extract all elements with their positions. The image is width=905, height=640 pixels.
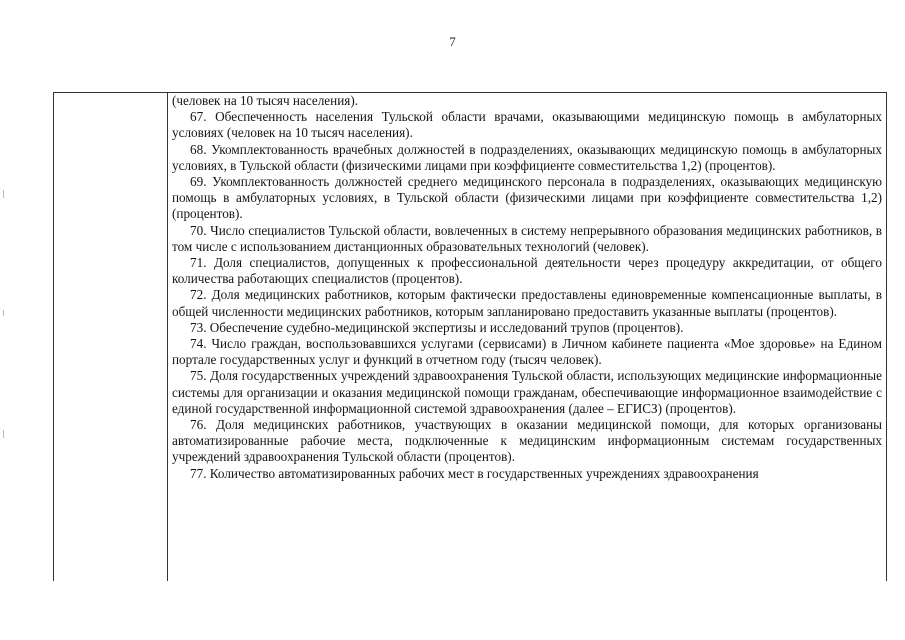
list-item — [172, 336, 882, 368]
item-list — [172, 109, 882, 482]
list-item-text: 77. Количество автоматизированных рабочих мест в государственных учреждениях здравоохранения — [190, 465, 759, 481]
scan-edge-mark — [3, 310, 4, 316]
list-item — [172, 255, 882, 287]
list-item — [172, 109, 882, 141]
document-table — [53, 92, 887, 581]
list-item — [172, 368, 882, 417]
list-item — [172, 287, 882, 319]
page-number: 7 — [449, 34, 456, 49]
list-item-text: 71. Доля специалистов, допущенных к профессиональной деятельности через процедуру аккредитации, от общего количества работающих специалистов (процентов). — [172, 255, 882, 287]
column-divider — [167, 93, 168, 581]
list-item — [172, 223, 882, 255]
list-item-text: 76. Доля медицинских работников, участвующих в оказании медицинской помощи, для которых организованы автоматизированные рабочие места, подключенные к медицинским информационным системам государственных учреждений здравоохранения Тульской области (процентов). — [172, 417, 882, 465]
list-item-text: 74. Число граждан, воспользовавшихся услугами (сервисами) в Личном кабинете пациента «Мое здоровье» на Едином портале государственных услуг и функций в отчетном году (тысяч человек). — [172, 336, 882, 368]
list-item-text: 70. Число специалистов Тульской области, вовлеченных в систему непрерывного образования медицинских работников, в том числе с использованием дистанционных образовательных технологий (человек). — [172, 222, 882, 254]
list-item — [172, 174, 882, 223]
list-item-text: 68. Укомплектованность врачебных должностей в подразделениях, оказывающих медицинскую помощь в амбулаторных условиях, в Тульской области (физическими лицами при коэффициенте совместительства 1,2) (процентов). — [172, 141, 882, 173]
scan-edge-mark — [3, 430, 4, 438]
continuation-text: (человек на 10 тысяч населения). — [172, 93, 359, 108]
list-item-text: 72. Доля медицинских работников, которым фактически предоставлены единовременные компенсационные выплаты, в общей численности медицинских работников, которым запланировано предоставить указанные выплаты (процентов). — [172, 287, 882, 319]
list-item-text: 67. Обеспеченность населения Тульской области врачами, оказывающими медицинскую помощь в амбулаторных условиях (человек на 10 тысяч населения). — [172, 109, 882, 141]
list-item — [172, 417, 882, 466]
list-item — [172, 142, 882, 174]
scan-edge-mark — [3, 190, 4, 198]
table-text-cell — [172, 93, 882, 482]
list-item-text: 75. Доля государственных учреждений здравоохранения Тульской области, использующих медицинские информационные системы для организации и оказания медицинской помощи гражданам, обеспечивающие информационное взаимодействие с единой государственной информационной системой здравоохранения (далее – ЕГИСЗ) (процентов). — [172, 368, 882, 416]
list-item-text: 69. Укомплектованность должностей среднего медицинского персонала в подразделениях, оказывающих медицинскую помощь в амбулаторных условиях, в Тульской области (физическими лицами при коэффициенте совместительства 1,2) (процентов). — [172, 174, 882, 222]
list-item-text: 73. Обеспечение судебно-медицинской экспертизы и исследований трупов (процентов). — [190, 319, 684, 335]
list-item — [172, 466, 882, 482]
list-item — [172, 320, 882, 336]
